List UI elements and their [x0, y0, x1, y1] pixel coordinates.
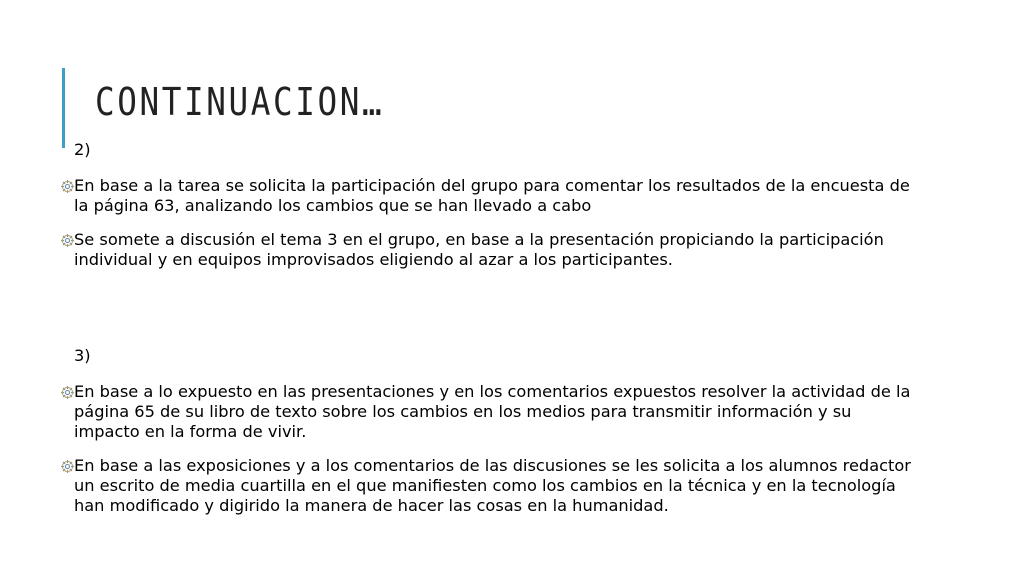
- bullet-text: Se somete a discusión el tema 3 en el grupo, en base a la presentación propiciando la participación individual y en equipos improvisados eligiendo al azar a los participantes.: [74, 230, 884, 269]
- bullet-item: [58, 382, 918, 442]
- bullet-text: En base a lo expuesto en las presentaciones y en los comentarios expuestos resolver la actividad de la página 65 de su libro de texto sobre los cambios en los medios para transmitir información y su impacto en la forma de vivir.: [74, 382, 911, 441]
- gear-flower-icon: [60, 179, 75, 194]
- slide-title: CONTINUACION…: [95, 80, 385, 124]
- bullet-text: En base a las exposiciones y a los comentarios de las discusiones se les solicita a los alumnos redactor un escrito de media cuartilla en el que manifiesten como los cambios en la técnica y en la tecnología han modificado y digirido la manera de hacer las cosas en la humanidad.: [74, 456, 911, 515]
- bullet-item: [58, 176, 918, 216]
- section-number: 2): [74, 140, 91, 159]
- gear-flower-icon: [60, 385, 75, 400]
- bullet-item: [58, 456, 918, 516]
- gear-flower-icon: [60, 233, 75, 248]
- section-number: 3): [74, 346, 91, 365]
- gear-flower-icon: [60, 459, 75, 474]
- bullet-text: En base a la tarea se solicita la participación del grupo para comentar los resultados de la encuesta de la página 63, analizando los cambios que se han llevado a cabo: [74, 176, 910, 215]
- title-accent-bar: [62, 68, 65, 148]
- bullet-item: [58, 230, 918, 270]
- slide-body: [58, 140, 918, 516]
